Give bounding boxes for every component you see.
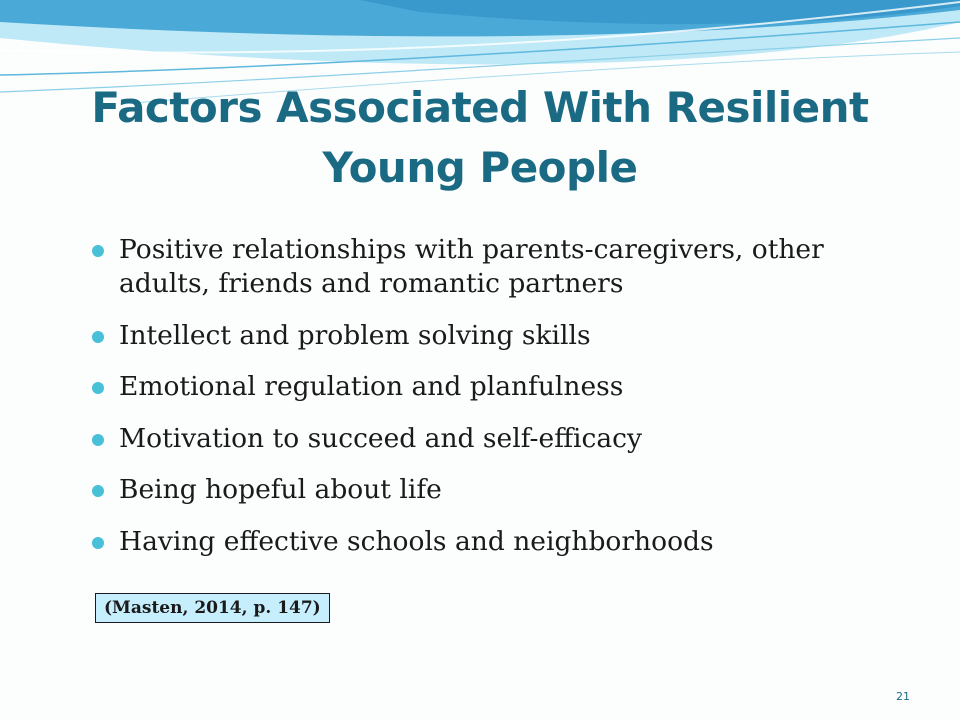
page-number: 21	[896, 690, 910, 703]
bullet-item	[92, 233, 912, 301]
bullet-item	[92, 473, 912, 507]
bullet-text: Being hopeful about life	[119, 474, 442, 505]
bullet-list	[92, 233, 912, 576]
bullet-dot-icon	[92, 245, 104, 257]
bullet-item	[92, 370, 912, 404]
bullet-item	[92, 422, 912, 456]
citation-box: (Masten, 2014, p. 147)	[95, 593, 330, 623]
bullet-item	[92, 319, 912, 353]
bullet-dot-icon	[92, 382, 104, 394]
bullet-dot-icon	[92, 434, 104, 446]
bullet-text: Having effective schools and neighborhoods	[119, 525, 714, 557]
bullet-dot-icon	[92, 537, 104, 549]
bullet-item	[92, 525, 912, 559]
bullet-text: Motivation to succeed and self-efficacy	[119, 422, 642, 454]
bullet-text: Positive relationships with parents-caregivers, other adults, friends and romantic partners	[119, 234, 824, 299]
bullet-dot-icon	[92, 331, 104, 343]
bullet-dot-icon	[92, 485, 104, 497]
bullet-text: Emotional regulation and planfulness	[119, 371, 624, 402]
bullet-text: Intellect and problem solving skills	[119, 319, 591, 351]
slide-title: Factors Associated With Resilient Young People	[91, 83, 869, 192]
